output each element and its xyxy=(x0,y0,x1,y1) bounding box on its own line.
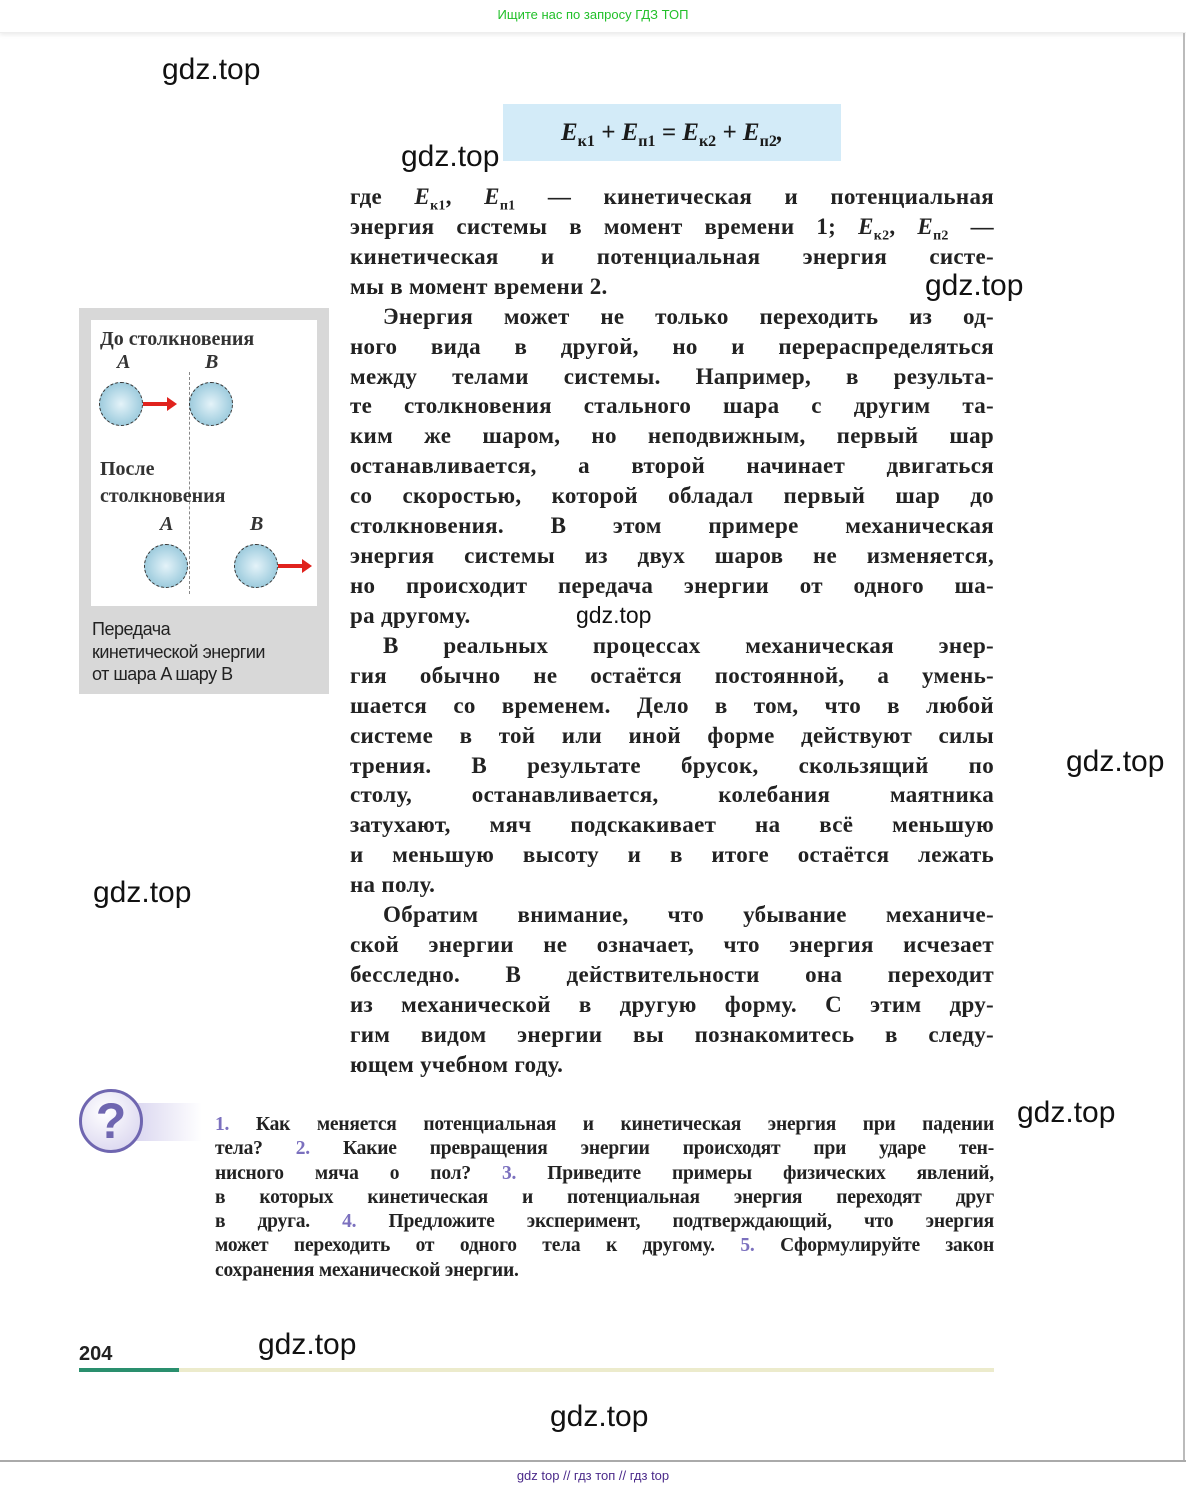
text-line: но происходит передача энергии от одного ша- xyxy=(350,572,994,598)
after-collision-label: После xyxy=(100,458,155,480)
watermark: gdz.top xyxy=(925,269,1024,302)
review-questions xyxy=(215,1113,994,1283)
energy-symbol: E xyxy=(484,184,500,209)
question-number: 4. xyxy=(342,1211,357,1233)
watermark: gdz.top xyxy=(93,876,192,909)
search-banner: Ищите нас по запросу ГДЗ ТОП xyxy=(0,0,1186,33)
ball-a-label: A xyxy=(160,513,174,535)
text-line: те столкновения стального шара с другим та- xyxy=(350,393,994,419)
question-number: 1. xyxy=(215,1114,230,1135)
text-line: Обратим внимание, что убывание механиче- xyxy=(383,902,994,928)
text-line: ра другому. xyxy=(350,602,471,628)
after-collision-label-2: столкновения xyxy=(100,485,226,507)
text-line: В реальных процессах механическая энер- xyxy=(383,632,994,658)
question-line: в друга. 4. Предложите эксперимент, подтверждающий, что энергия xyxy=(215,1211,994,1233)
text-line: ким же шаром, но неподвижным, первый шар xyxy=(350,423,994,449)
text-line: ного вида в другой, но и перераспределяться xyxy=(350,333,994,359)
question-line: тела? 2. Какие превращения энергии происходят при ударе тен- xyxy=(215,1138,994,1160)
page-border-right xyxy=(1183,33,1185,1461)
question-number: 5. xyxy=(740,1235,755,1257)
ball-b-label: B xyxy=(250,513,264,535)
question-line: в которых кинетическая и потенциальная энергия переходят друг xyxy=(215,1186,994,1208)
ball-a xyxy=(99,382,143,426)
text-line: гия обычно не остаётся постоянной, а умень- xyxy=(350,662,994,688)
text-line: столу, останавливается, колебания маятника xyxy=(350,782,994,808)
question-line: может переходить от одного тела к другому. 5. Сформулируйте закон xyxy=(215,1235,994,1257)
text-line: энергия системы из двух шаров не изменяется, xyxy=(350,543,994,569)
watermark: gdz.top xyxy=(550,1400,649,1433)
question-line: 1. Как меняется потенциальная и кинетическая энергия при падении xyxy=(215,1114,994,1135)
text-line: ющем учебном году. xyxy=(350,1051,564,1077)
question-number: 2. xyxy=(295,1138,310,1160)
text-line: мы в момент времени 2. xyxy=(350,273,608,299)
question-number: 3. xyxy=(501,1162,517,1184)
velocity-arrow-icon xyxy=(143,402,169,406)
watermark: gdz.top xyxy=(576,602,652,628)
text-line: со скоростью, которой обладал первый шар до xyxy=(350,483,994,509)
text-line: трения. В результате брусок, скользящий по xyxy=(350,752,994,778)
text-line: затухают, мяч подскакивает на всё меньшую xyxy=(350,812,994,838)
ball-b xyxy=(189,382,233,426)
text-line: останавливается, а второй начинает двигаться xyxy=(350,453,994,479)
watermark: gdz.top xyxy=(401,140,500,173)
watermark: gdz.top xyxy=(258,1328,357,1361)
text-line: Энергия может не только переходить из од- xyxy=(383,303,994,329)
footer-links: gdz top // гдз топ // гдз top xyxy=(516,1468,670,1483)
collision-figure xyxy=(79,308,329,694)
page-footer-line xyxy=(179,1368,994,1372)
text-line: на полу. xyxy=(350,872,436,898)
text-line: между телами системы. Например, в результа- xyxy=(350,363,994,389)
figure-caption: Передача кинетической энергии от шара A шару B xyxy=(92,619,265,684)
energy-symbol: E xyxy=(858,213,874,239)
page-border-bottom xyxy=(0,1460,1186,1462)
page-number: 204 xyxy=(79,1343,113,1365)
watermark: gdz.top xyxy=(162,53,261,86)
question-line: нисного мяча о пол? 3. Приведите примеры физических явлений, xyxy=(215,1162,994,1184)
question-line: сохранения механической энергии. xyxy=(215,1259,519,1281)
text-line: системе в той или иной форме действуют силы xyxy=(350,722,994,748)
ball-a-label: A xyxy=(117,351,131,373)
text-line: бесследно. В действительности она переходит xyxy=(350,961,994,987)
energy-symbol: E xyxy=(414,184,431,209)
text-line: столкновения. В этом примере механическая xyxy=(350,513,994,539)
text-line: кинетическая и потенциальная энергия систе- xyxy=(350,243,994,269)
text-line: ской энергии не означает, что энергия исчезает xyxy=(350,932,994,958)
text-line: энергия системы в момент времени 1; $E_{к2}$, $E_{п2}$ — xyxy=(350,213,994,244)
ball-b xyxy=(234,544,278,588)
energy-conservation-formula: $E_{к1} + E_{п1} = E_{к2} + E_{п2}$, xyxy=(503,104,841,161)
before-collision-label: До столкновения xyxy=(100,328,255,350)
velocity-arrow-icon xyxy=(278,564,304,568)
text-line: где $E_{к1}$, $E_{п1}$ — кинетическая и потенциальная xyxy=(350,184,994,214)
figure-illustration xyxy=(91,320,317,606)
ball-b-label: B xyxy=(205,351,219,373)
energy-symbol: E xyxy=(917,213,934,239)
watermark: gdz.top xyxy=(1017,1096,1116,1129)
page-number-bar xyxy=(79,1368,179,1372)
watermark: gdz.top xyxy=(1066,745,1165,778)
text-line: гим видом энергии вы познакомитесь в следу- xyxy=(350,1021,994,1047)
question-mark-icon: ? xyxy=(79,1089,143,1153)
ball-a xyxy=(144,544,188,588)
text-line: шается со временем. Дело в том, что в любой xyxy=(350,692,994,718)
text-line: из механической в другую форму. С этим дру- xyxy=(350,991,994,1017)
text-line: и меньшую высоту и в итоге остаётся лежать xyxy=(350,842,994,868)
body-text xyxy=(350,182,994,1080)
